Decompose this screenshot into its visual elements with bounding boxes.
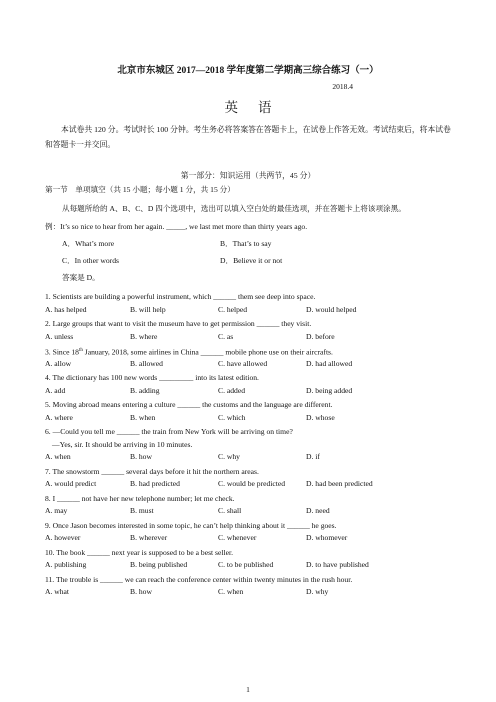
- option-a: A. would predict: [45, 479, 97, 488]
- option-d: D. had been predicted: [306, 479, 373, 488]
- exam-date: 2018.4: [332, 82, 353, 91]
- option-b: B. where: [130, 331, 158, 341]
- option-d: D. to have published: [306, 560, 369, 569]
- example-option-c: C．In other words: [62, 256, 119, 265]
- example-option-a: A．What’s more: [62, 239, 115, 248]
- option-c: C. as: [218, 331, 234, 341]
- subject-heading: 英语: [224, 100, 292, 115]
- option-a: A. where: [45, 412, 73, 422]
- question-stem-part: January, 2018, some airlines in China ______ mobile phone use on their aircrafts.: [82, 347, 333, 357]
- option-a: A. publishing: [45, 560, 87, 569]
- option-d: D. had allowed: [306, 358, 353, 368]
- option-a: A. what: [45, 587, 70, 596]
- option-b: B. wherever: [130, 533, 168, 542]
- option-b: B. when: [130, 412, 156, 422]
- question-stem: 1. Scientists are building a powerful instrument, which ______ them see deep into space.: [45, 292, 316, 301]
- option-a: A. when: [45, 452, 71, 461]
- part-title: 第一部分：知识运用（共两节，45 分）: [180, 171, 316, 180]
- option-c: C. shall: [218, 506, 242, 515]
- example-answer: 答案是 D。: [62, 273, 100, 282]
- option-c: C. which: [218, 412, 246, 422]
- option-c: C. have allowed: [218, 358, 268, 368]
- question-stem: 6. —Could you tell me ______ the train from New York will be arriving on time?: [45, 427, 293, 436]
- option-a: A. however: [45, 533, 81, 542]
- option-d: D. why: [306, 587, 329, 596]
- question-stem: 10. The book ______ next year is supposed to be a best seller.: [45, 547, 233, 557]
- option-d: D. before: [306, 331, 335, 341]
- exam-intro: 本试卷共 120 分。考试时长 100 分钟。考生务必将答案答在答题卡上，在试卷上作答无效。考试结束后，将本试卷和答题卡一并交回。: [45, 125, 451, 149]
- option-c: C. added: [218, 385, 245, 395]
- option-b: B. adding: [130, 385, 160, 395]
- example-option-b: B．That’s to say: [220, 239, 272, 248]
- example-option-d: D．Believe it or not: [220, 256, 283, 265]
- option-b: B. being published: [130, 560, 188, 569]
- option-c: C. why: [218, 452, 240, 461]
- option-c: C. to be published: [218, 560, 274, 569]
- option-b: B. had predicted: [130, 479, 180, 488]
- option-b: B. how: [130, 587, 152, 596]
- instruction: 从每题所给的 A、B、C、D 四个选项中，选出可以填入空白处的最佳选项，并在答题卡上将该项涂黑。: [62, 204, 406, 213]
- question-stem: 11. The trouble is ______ we can reach the conference center within twenty minutes in the rush hour.: [45, 574, 353, 584]
- question-stem-part: 3. Since 18: [45, 347, 79, 357]
- question-stem: 8. I ______ not have her new telephone number; let me check.: [45, 493, 235, 503]
- option-c: C. when: [218, 587, 244, 596]
- question-stem: 4. The dictionary has 100 new words _________ into its latest edition.: [45, 373, 259, 382]
- example-stem: 例：It’s so nice to hear from her again. _____, we last met more than thirty years ago.: [45, 222, 308, 231]
- option-c: C. would be predicted: [218, 479, 286, 488]
- option-b: B. allowed: [130, 358, 163, 368]
- question-reply: —Yes, sir. It should be arriving in 10 minutes.: [52, 439, 193, 449]
- question-stem: 9. Once Jason becomes interested in some topic, he can’t help thinking about it ______ he goes.: [45, 520, 337, 530]
- option-d: D. if: [306, 452, 320, 461]
- option-a: A. may: [45, 506, 68, 515]
- section-title: 第一节 单项填空（共 15 小题；每小题 1 分，共 15 分）: [45, 185, 235, 194]
- option-d: D. being added: [306, 385, 353, 395]
- option-b: B. must: [130, 506, 154, 515]
- ordinal-suffix: th: [78, 348, 83, 353]
- option-a: A. unless: [45, 331, 74, 341]
- question-stem: [45, 346, 333, 358]
- option-d: D. whomever: [306, 533, 348, 542]
- option-b: B. how: [130, 452, 152, 461]
- exam-title: 北京市东城区 2017—2018 学年度第二学期高三综合练习（一）: [117, 66, 379, 76]
- option-d: D. would helped: [306, 304, 357, 314]
- option-a: A. has helped: [45, 304, 87, 314]
- option-a: A. allow: [45, 358, 72, 368]
- option-d: D. whose: [306, 412, 335, 422]
- page-number: 1: [246, 685, 250, 694]
- question-stem: 7. The snowstorm ______ several days before it hit the northern areas.: [45, 466, 259, 476]
- option-a: A. add: [45, 385, 66, 395]
- option-c: C. whenever: [218, 533, 257, 542]
- option-c: C. helped: [218, 304, 248, 314]
- question-stem: 2. Large groups that want to visit the museum have to get permission ______ they visit.: [45, 319, 312, 328]
- question-stem: 5. Moving abroad means entering a culture ______ the customs and the language are different.: [45, 400, 333, 409]
- option-b: B. will help: [130, 304, 166, 314]
- option-d: D. need: [306, 506, 330, 515]
